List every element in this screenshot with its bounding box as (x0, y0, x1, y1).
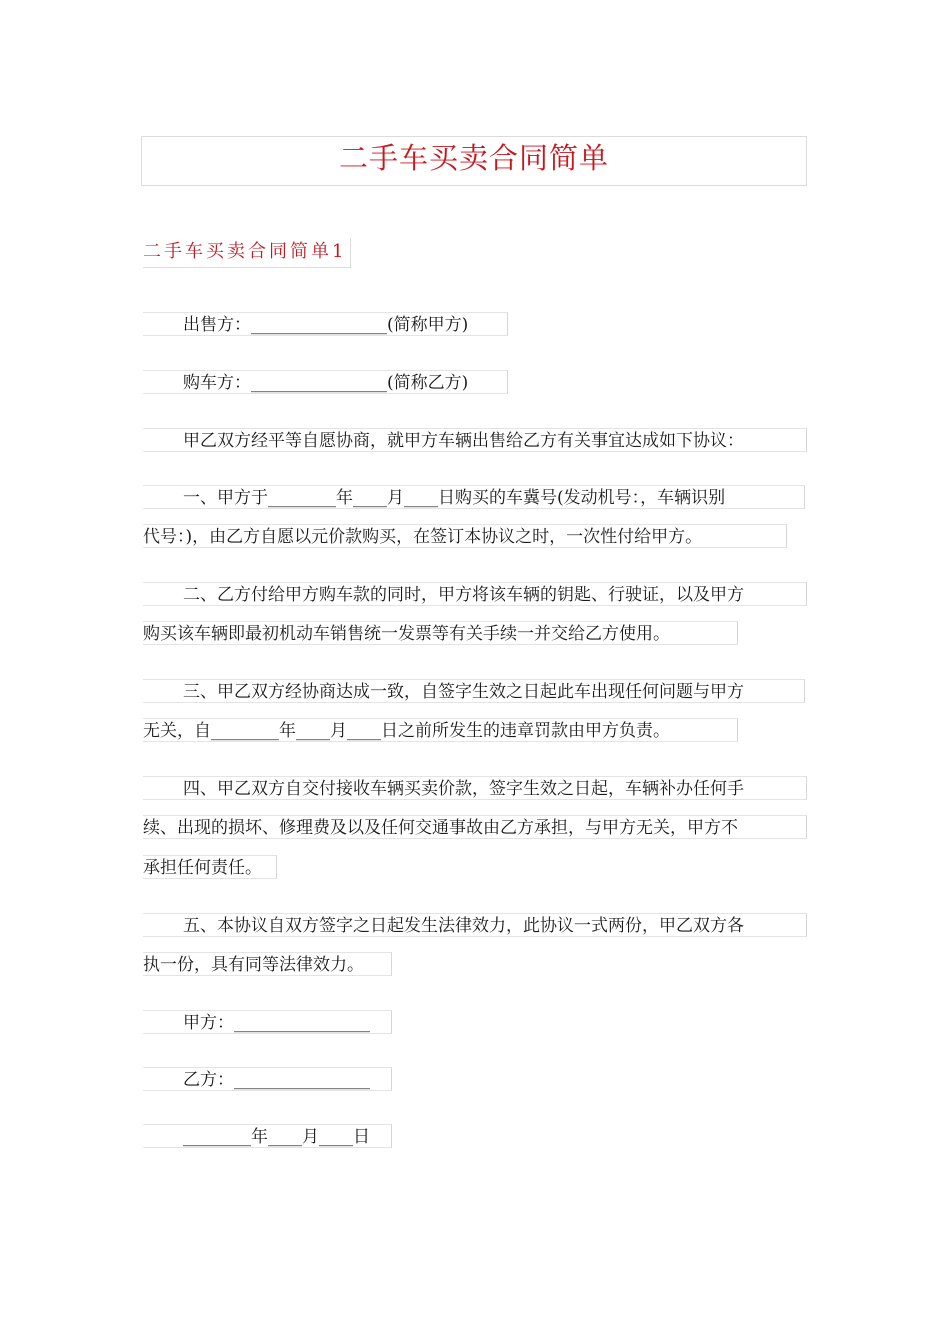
buyer-line: 购车方：________________(简称乙方) (143, 370, 508, 394)
clause-2-line-1: 二、乙方付给甲方购车款的同时，甲方将该车辆的钥匙、行驶证，以及甲方 (143, 582, 807, 606)
document-title: 二手车买卖合同简单 (338, 141, 609, 175)
signature-date: ________年____月____日 (143, 1124, 392, 1148)
clause-4-line-3: 承担任何责任。 (143, 855, 277, 879)
party-b-signature: 乙方：________________ (143, 1067, 392, 1091)
clause-3-line-2: 无关，自________年____月____日之前所发生的违章罚款由甲方负责。 (143, 718, 738, 742)
party-a-signature: 甲方：________________ (143, 1010, 392, 1034)
section-heading: 二手车买卖合同简单1 (143, 238, 351, 268)
clause-1-line-2: 代号：)，由乙方自愿以元价款购买，在签订本协议之时，一次性付给甲方。 (143, 524, 787, 548)
clause-5-line-2: 执一份，具有同等法律效力。 (143, 952, 392, 976)
clause-2-line-2: 购买该车辆即最初机动车销售统一发票等有关手续一并交给乙方使用。 (143, 621, 738, 645)
clause-4-line-1: 四、甲乙双方自交付接收车辆买卖价款，签字生效之日起，车辆补办任何手 (143, 776, 807, 800)
clause-4-line-2: 续、出现的损坏、修理费及以及任何交通事故由乙方承担，与甲方无关，甲方不 (143, 815, 807, 839)
clause-5-line-1: 五、本协议自双方签字之日起发生法律效力，此协议一式两份，甲乙双方各 (143, 913, 807, 937)
clause-1-line-1: 一、甲方于________年____月____日购买的车冀号(发动机号：，车辆识别 (143, 485, 805, 509)
seller-line: 出售方：________________(简称甲方) (143, 312, 508, 336)
clause-3-line-1: 三、甲乙双方经协商达成一致，自签字生效之日起此车出现任何问题与甲方 (143, 679, 805, 703)
intro-paragraph: 甲乙双方经平等自愿协商，就甲方车辆出售给乙方有关事宜达成如下协议： (143, 428, 807, 452)
title-box (141, 136, 807, 186)
